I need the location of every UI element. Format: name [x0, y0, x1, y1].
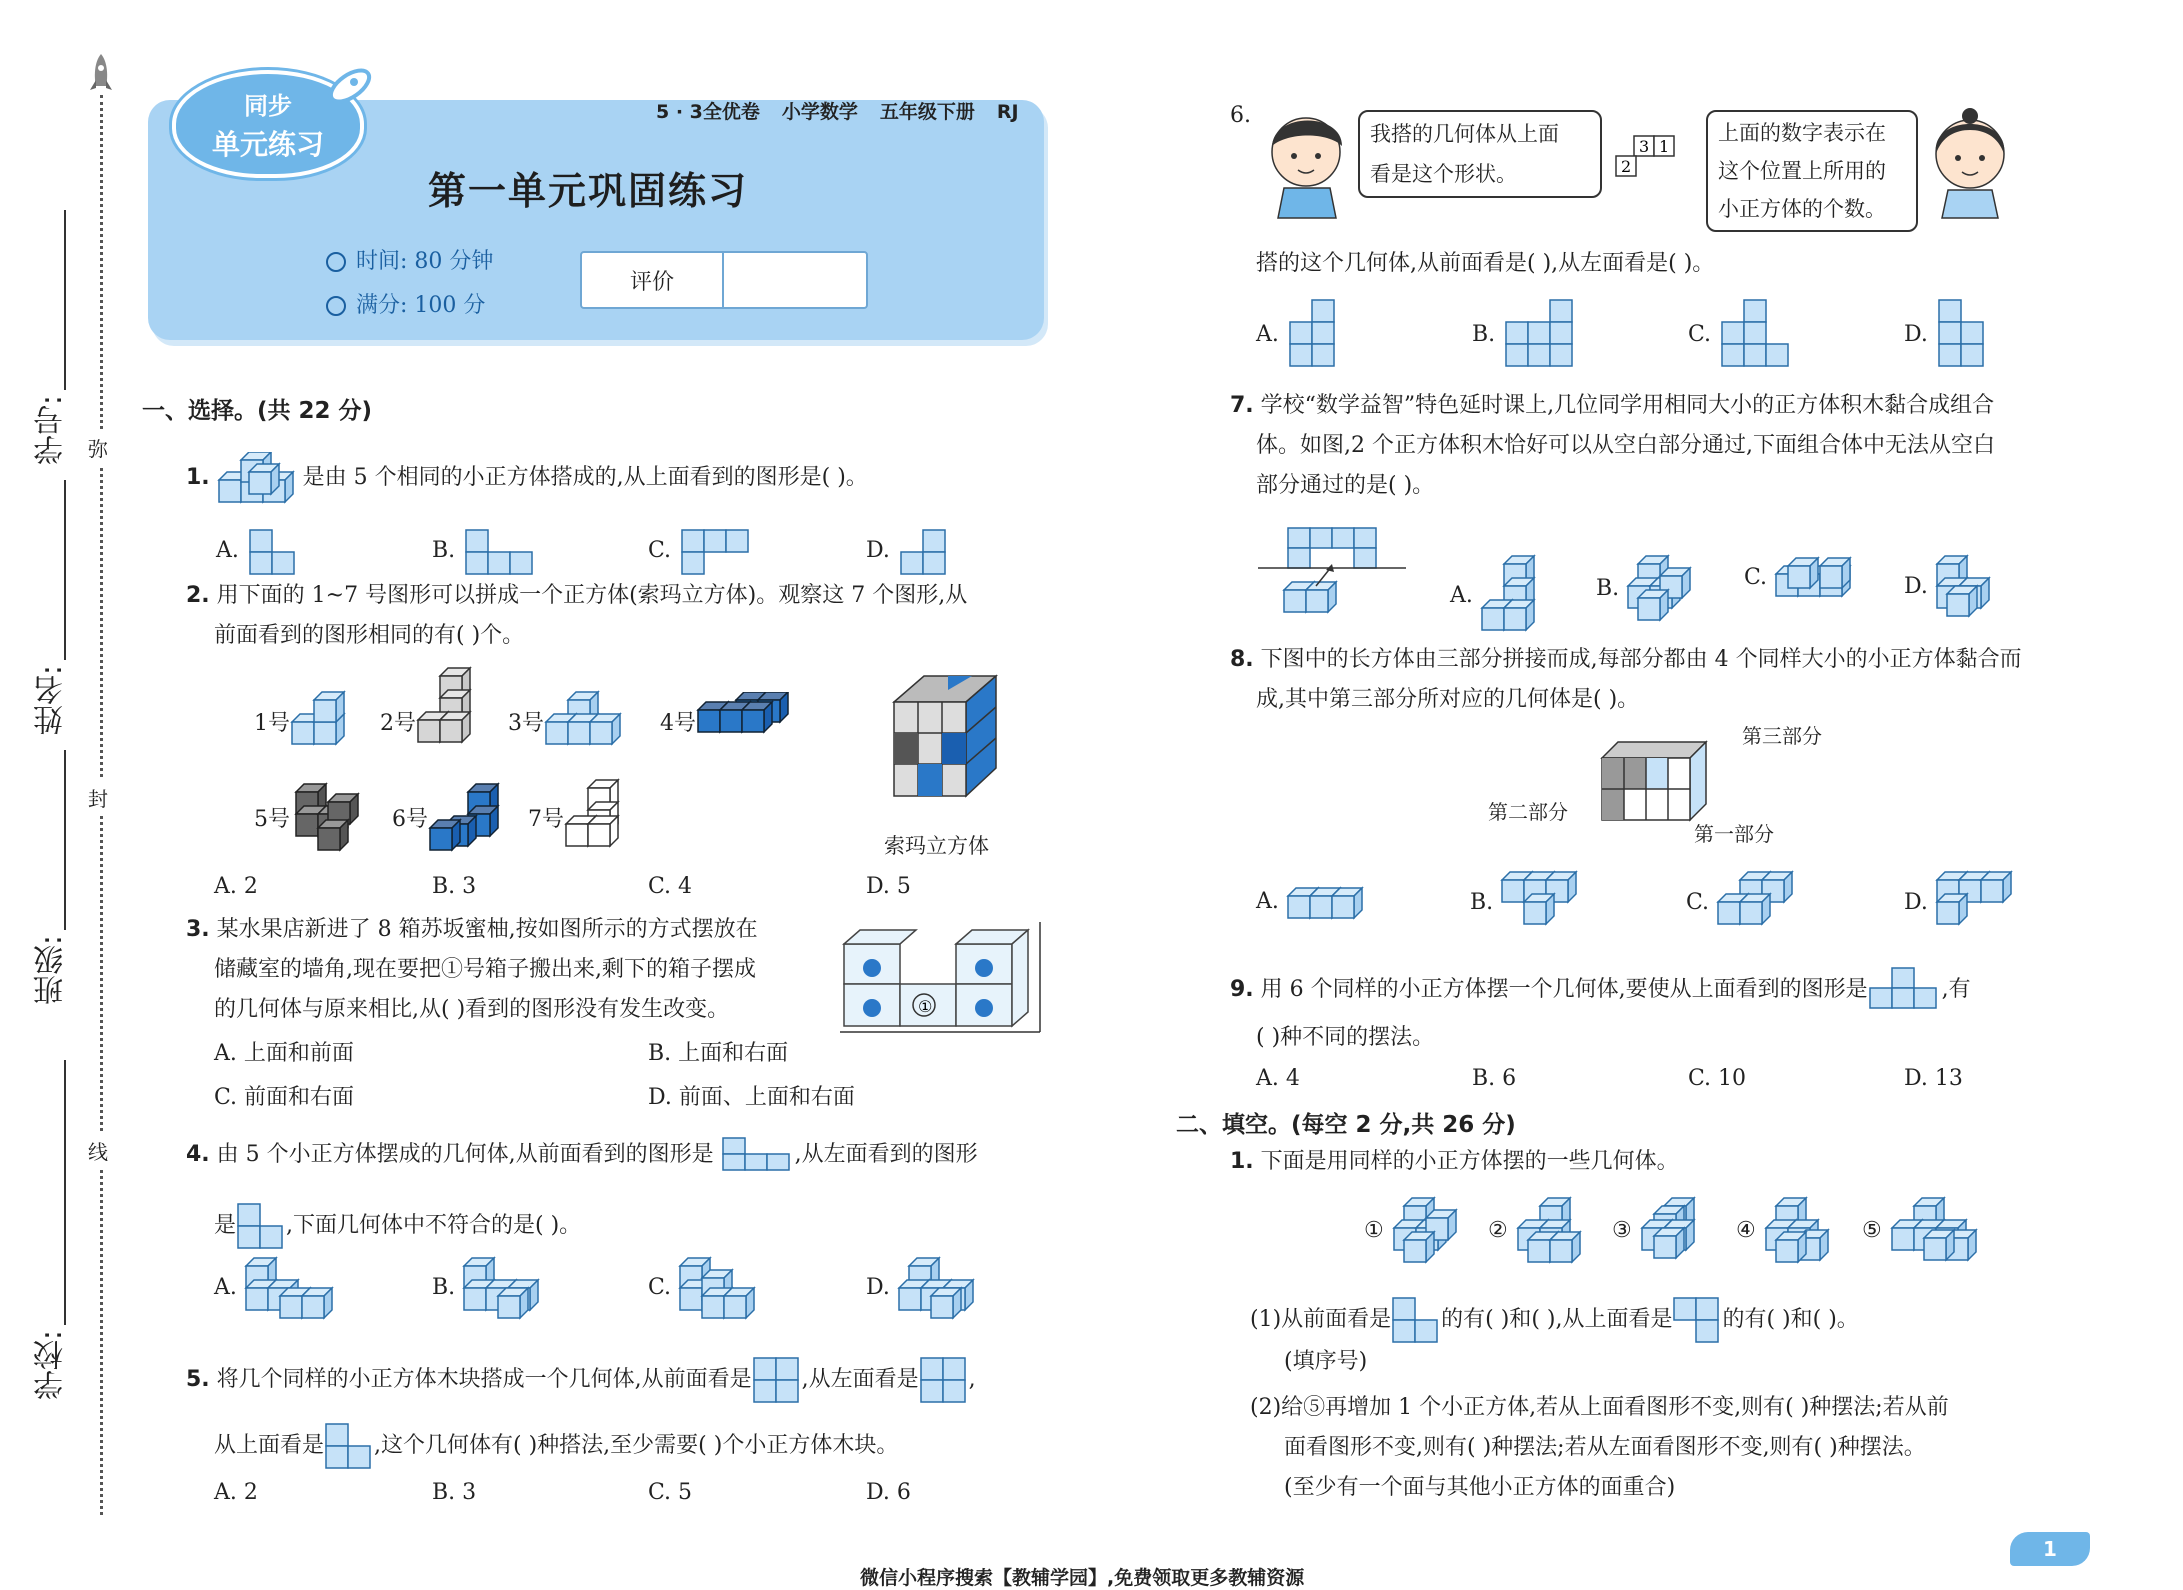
piece-2-label: 2号: [380, 711, 416, 736]
school-line[interactable]: [64, 1060, 66, 1325]
page-title: 第一单元巩固练习: [428, 169, 749, 213]
question-3-line3: 的几何体与原来相比,从( )看到的图形没有发生改变。: [214, 997, 730, 1022]
q6-option-b-figure: [1502, 296, 1582, 374]
q4-option-a-figure: [244, 1256, 336, 1320]
book-info: 5 · 3全优卷 小学数学 五年级下册 RJ: [656, 101, 1019, 123]
question-2: 2. 用下面的 1~7 号图形可以拼成一个正方体(索玛立方体)。观察这 7 个图形,从: [186, 583, 968, 608]
solid-5-label: ⑤: [1862, 1218, 1882, 1243]
q1-option-c-figure: [678, 526, 758, 576]
question-9: 9. 用 6 个同样的小正方体摆一个几何体,要使从上面看到的图形是 ,有: [1230, 966, 1971, 1014]
q8-option-d-figure: [1935, 870, 2023, 936]
section-1-heading: 一、选择。(共 22 分): [142, 398, 373, 424]
name-line[interactable]: [64, 480, 66, 660]
student-id-line[interactable]: [64, 210, 66, 390]
fruit-boxes-figure: [840, 922, 1050, 1038]
q7-wall-figure: [1256, 526, 1416, 616]
class-line[interactable]: [64, 750, 66, 930]
q7-option-d-figure: [1935, 554, 2001, 620]
top-view-number-grid: [1614, 134, 1680, 182]
evaluation-field[interactable]: [724, 253, 866, 307]
part-3-label: 第三部分: [1742, 724, 1822, 748]
q5-option-b[interactable]: B. 3: [432, 1480, 477, 1505]
q9-option-d[interactable]: D. 13: [1904, 1066, 1963, 1091]
check-icon: [326, 296, 346, 316]
q8-option-b-figure: [1500, 870, 1588, 936]
rocket-badge-icon: [318, 58, 378, 118]
piece-5-label: 5号: [254, 807, 290, 832]
q1-option-d[interactable]: D.: [866, 526, 957, 576]
question-4-line2: 是 ,下面几何体中不符合的是( )。: [214, 1202, 581, 1250]
footer-note: 微信小程序搜索【教辅学园】,免费领取更多教辅资源: [860, 1567, 1305, 1589]
q4-option-a[interactable]: A.: [214, 1256, 336, 1320]
solid-3-figure: [1640, 1196, 1710, 1268]
p1-front-view: [1391, 1296, 1441, 1344]
q3-option-d[interactable]: D. 前面、上面和右面: [648, 1085, 855, 1110]
q2-option-d[interactable]: D. 5: [866, 874, 911, 899]
box-1-label: ①: [918, 997, 933, 1016]
evaluation-box: [580, 251, 868, 309]
q4-option-d[interactable]: D.: [866, 1256, 989, 1320]
question-6-number: 6.: [1230, 103, 1251, 128]
q6-option-b[interactable]: B.: [1472, 296, 1582, 374]
solid-4-figure: [1764, 1196, 1834, 1268]
q9-top-view: [1868, 966, 1942, 1014]
piece-3-label: 3号: [508, 711, 544, 736]
grid-cell-2: 2: [1621, 157, 1632, 176]
clock-icon: [326, 252, 346, 272]
q5-left-view: [919, 1356, 969, 1404]
question-5: 5. 将几个同样的小正方体木块搭成一个几何体,从前面看是 ,从左面看是 ,: [186, 1356, 976, 1404]
solid-2-figure: [1516, 1196, 1586, 1268]
piece-4-figure: [696, 692, 806, 738]
q1-solid-figure: [217, 452, 303, 504]
piece-6-figure: [428, 780, 508, 852]
p1-top-view: [1672, 1296, 1722, 1344]
part-2-label: 第二部分: [1488, 800, 1568, 824]
question-3-line2: 储藏室的墙角,现在要把①号箱子搬出来,剩下的箱子摆成: [214, 957, 756, 982]
q9-option-b[interactable]: B. 6: [1472, 1066, 1517, 1091]
q9-option-c[interactable]: C. 10: [1688, 1066, 1747, 1091]
question-7: 7. 学校“数学益智”特色延时课上,几位同学用相同大小的正方体积木黏合成组合: [1230, 393, 1995, 418]
q4-option-c[interactable]: C.: [648, 1256, 770, 1320]
q2-option-b[interactable]: B. 3: [432, 874, 477, 899]
q1-option-b-figure: [462, 526, 542, 576]
q2-option-a[interactable]: A. 2: [214, 874, 258, 899]
grid-cell-3: 3: [1639, 137, 1650, 156]
q1-option-b[interactable]: B.: [432, 526, 542, 576]
q8-option-c[interactable]: C.: [1686, 870, 1804, 936]
seal-char-feng: 封: [88, 780, 108, 815]
piece-1-figure: [290, 688, 360, 748]
q8-option-a-figure: [1286, 880, 1370, 924]
question-3: 3. 某水果店新进了 8 箱苏坂蜜柚,按如图所示的方式摆放在: [186, 917, 758, 942]
q1-option-c[interactable]: C.: [648, 526, 758, 576]
question-9-line2: ( )种不同的摆法。: [1256, 1025, 1435, 1050]
q7-option-b[interactable]: B.: [1596, 554, 1696, 624]
question-6-text: 搭的这个几何体,从前面看是( ),从左面看是( )。: [1256, 251, 1715, 276]
q4-front-view: [721, 1136, 795, 1174]
score-info: 满分: 100 分: [326, 288, 485, 319]
fill-1-part-1-note: (填序号): [1284, 1349, 1368, 1374]
piece-7-label: 7号: [528, 807, 564, 832]
piece-4-label: 4号: [660, 711, 696, 736]
q5-option-c[interactable]: C. 5: [648, 1480, 693, 1505]
q7-option-a[interactable]: A.: [1450, 554, 1546, 638]
q1-option-a[interactable]: A.: [216, 526, 306, 576]
q4-option-d-figure: [897, 1256, 989, 1320]
solid-2-label: ②: [1488, 1218, 1508, 1243]
q8-option-c-figure: [1716, 870, 1804, 936]
fill-1: 1. 下面是用同样的小正方体摆的一些几何体。: [1230, 1149, 1679, 1174]
time-info: 时间: 80 分钟: [326, 244, 493, 275]
sync-badge: 同步 单元练习: [172, 70, 364, 178]
q6-option-a-figure: [1286, 296, 1346, 374]
q1-option-a-figure: [246, 526, 306, 576]
q4-left-view: [236, 1202, 286, 1250]
boy-illustration: [1258, 108, 1362, 220]
name-label: 姓名:: [34, 665, 69, 736]
q8-option-a[interactable]: A.: [1256, 880, 1370, 924]
student-id-label: 学号:: [34, 395, 69, 466]
piece-7-figure: [564, 776, 640, 852]
piece-1-label: 1号: [254, 711, 290, 736]
q6-option-d-figure: [1935, 296, 1995, 374]
page-number: 1: [2010, 1532, 2090, 1566]
girl-illustration: [1920, 108, 2020, 220]
boy-speech-bubble: 我搭的几何体从上面 看是这个形状。: [1358, 110, 1602, 198]
rocket-icon: [86, 52, 116, 100]
solid-1-label: ①: [1364, 1218, 1384, 1243]
school-label: 学校:: [34, 1330, 69, 1401]
piece-3-figure: [544, 688, 640, 748]
q8-cuboid-figure: [1600, 738, 1720, 828]
part-1-label: 第一部分: [1694, 822, 1774, 846]
q5-option-a[interactable]: A. 2: [214, 1480, 258, 1505]
piece-2-figure: [416, 664, 486, 748]
q4-option-b[interactable]: B.: [432, 1256, 554, 1320]
fill-1-part-2-line2: 面看图形不变,则有( )种摆法;若从左面看图形不变,则有( )种摆法。: [1284, 1435, 1926, 1460]
q4-option-b-figure: [462, 1256, 554, 1320]
girl-speech-bubble: 上面的数字表示在 这个位置上所用的 小正方体的个数。: [1706, 110, 1918, 232]
q3-option-b[interactable]: B. 上面和右面: [648, 1041, 789, 1066]
q5-option-d[interactable]: D. 6: [866, 1480, 911, 1505]
class-label: 班级:: [34, 935, 69, 1006]
question-4: 4. 由 5 个小正方体摆成的几何体,从前面看到的图形是 ,从左面看到的图形: [186, 1136, 978, 1174]
q9-option-a[interactable]: A. 4: [1256, 1066, 1300, 1091]
q6-option-c[interactable]: C.: [1688, 296, 1798, 374]
q3-option-a[interactable]: A. 上面和前面: [214, 1041, 354, 1066]
q7-option-b-figure: [1626, 554, 1696, 624]
piece-5-figure: [294, 780, 368, 852]
q5-top-view: [324, 1422, 374, 1470]
question-8-line2: 成,其中第三部分所对应的几何体是( )。: [1256, 687, 1640, 712]
seal-char-mi: 弥: [88, 430, 108, 465]
q1-option-d-figure: [897, 526, 957, 576]
grid-cell-1: 1: [1659, 137, 1670, 156]
q7-option-c[interactable]: C.: [1744, 554, 1858, 602]
fill-1-part-2-note: (至少有一个面与其他小正方体的面重合): [1284, 1475, 1676, 1500]
q3-option-c[interactable]: C. 前面和右面: [214, 1085, 355, 1110]
q7-option-c-figure: [1774, 554, 1858, 602]
question-8: 8. 下图中的长方体由三部分拼接而成,每部分都由 4 个同样大小的小正方体黏合而: [1230, 647, 2022, 672]
fill-1-part-1: (1)从前面看是 的有( )和( ),从上面看是 的有( )和( )。: [1250, 1296, 1859, 1344]
soma-cube-caption: 索玛立方体: [884, 834, 989, 858]
seal-char-xian: 线: [88, 1133, 108, 1168]
piece-6-label: 6号: [392, 807, 428, 832]
q8-option-d[interactable]: D.: [1904, 870, 2023, 936]
q5-front-view: [752, 1356, 802, 1404]
fill-1-part-2: (2)给⑤再增加 1 个小正方体,若从上面看图形不变,则有( )种摆法;若从前: [1250, 1395, 1949, 1420]
q6-option-d[interactable]: D.: [1904, 296, 1995, 374]
evaluation-label: 评价: [582, 253, 724, 307]
question-7-line3: 部分通过的是( )。: [1256, 473, 1435, 498]
solid-4-label: ④: [1736, 1218, 1756, 1243]
q2-option-c[interactable]: C. 4: [648, 874, 693, 899]
question-1: 1. 是由 5 个相同的小正方体搭成的,从上面看到的图形是( )。: [186, 452, 868, 504]
q7-option-a-figure: [1480, 554, 1546, 638]
q8-option-b[interactable]: B.: [1470, 870, 1588, 936]
q6-option-c-figure: [1718, 296, 1798, 374]
question-2-line2: 前面看到的图形相同的有( )个。: [214, 623, 525, 648]
solid-3-label: ③: [1612, 1218, 1632, 1243]
q6-option-a[interactable]: A.: [1256, 296, 1346, 374]
solid-5-figure: [1890, 1196, 1986, 1268]
section-2-heading: 二、填空。(每空 2 分,共 26 分): [1176, 1112, 1516, 1138]
question-5-line2: 从上面看是 ,这个几何体有( )种搭法,至少需要( )个小正方体木块。: [214, 1422, 898, 1470]
solid-1-figure: [1392, 1196, 1462, 1268]
q7-option-d[interactable]: D.: [1904, 554, 2001, 620]
soma-cube-figure: [884, 672, 1004, 802]
q4-option-c-figure: [678, 1256, 770, 1320]
question-7-line2: 体。如图,2 个正方体积木恰好可以从空白部分通过,下面组合体中无法从空白: [1256, 433, 1995, 458]
